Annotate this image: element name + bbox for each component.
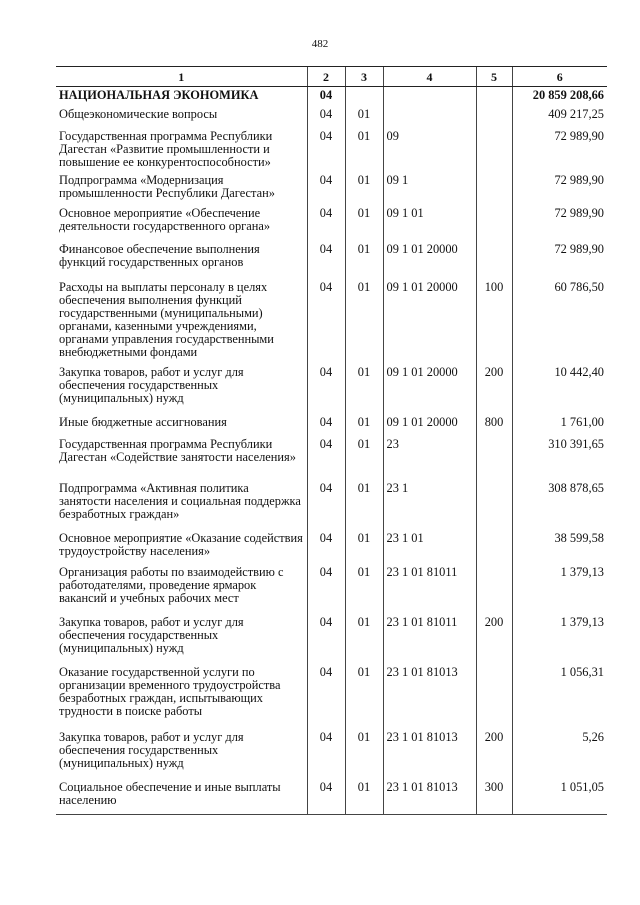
row-expense-type-cell (476, 106, 512, 128)
row-target-item-cell: 09 1 01 20000 (383, 414, 476, 436)
row-name-cell: Иные бюджетные ассигнования (59, 414, 227, 429)
table-row (56, 87, 607, 106)
table-row (56, 436, 607, 480)
row-subsection-cell: 01 (345, 172, 383, 205)
row-amount-cell: 1 056,31 (512, 664, 607, 729)
row-amount-cell: 310 391,65 (512, 436, 607, 480)
table-row (56, 664, 607, 729)
row-target-item-cell: 23 1 01 81011 (383, 564, 476, 614)
row-section-cell: 04 (307, 279, 345, 364)
table-row (56, 205, 607, 241)
column-header-expense-type: 5 (476, 67, 512, 87)
row-expense-type-cell (476, 664, 512, 729)
column-header-section: 2 (307, 67, 345, 87)
row-name-cell: Финансовое обеспечение выполнения функций государственных органов (59, 241, 260, 269)
row-target-item-cell (383, 87, 476, 106)
row-subsection-cell: 01 (345, 205, 383, 241)
row-expense-type-cell (476, 128, 512, 172)
row-subsection-cell: 01 (345, 364, 383, 414)
row-amount-cell: 1 379,13 (512, 564, 607, 614)
table-row (56, 530, 607, 564)
row-name-cell: Основное мероприятие «Обеспечение деятельности государственного органа» (59, 205, 271, 233)
row-section-cell: 04 (307, 241, 345, 279)
row-expense-type-cell: 200 (476, 729, 512, 779)
row-section-cell: 04 (307, 480, 345, 530)
row-target-item-cell: 23 1 (383, 480, 476, 530)
row-expense-type-cell (476, 241, 512, 279)
page-number: 482 (311, 38, 329, 50)
row-subsection-cell: 01 (345, 779, 383, 815)
table-body (56, 87, 607, 815)
table-row (56, 279, 607, 364)
row-expense-type-cell (476, 480, 512, 530)
row-subsection-cell (345, 87, 383, 106)
row-amount-cell: 1 379,13 (512, 614, 607, 664)
row-name-cell: НАЦИОНАЛЬНАЯ ЭКОНОМИКА (59, 88, 259, 102)
row-name-cell: Государственная программа Республики Дагестан «Содействие занятости населения» (59, 436, 296, 464)
row-amount-cell: 72 989,90 (512, 172, 607, 205)
row-expense-type-cell (476, 564, 512, 614)
row-section-cell: 04 (307, 664, 345, 729)
row-subsection-cell: 01 (345, 480, 383, 530)
row-amount-cell: 1 051,05 (512, 779, 607, 815)
row-name-cell: Общеэкономические вопросы (59, 106, 218, 121)
row-name-cell: Закупка товаров, работ и услуг для обеспечения государственных (муниципальных) нужд (59, 614, 244, 655)
row-amount-cell: 72 989,90 (512, 241, 607, 279)
row-target-item-cell: 09 1 01 20000 (383, 364, 476, 414)
row-target-item-cell: 23 1 01 81011 (383, 614, 476, 664)
row-expense-type-cell (476, 172, 512, 205)
table-header-row (56, 67, 607, 87)
row-subsection-cell: 01 (345, 279, 383, 364)
column-header-name: 1 (56, 67, 307, 87)
row-subsection-cell: 01 (345, 614, 383, 664)
row-section-cell: 04 (307, 414, 345, 436)
row-target-item-cell: 09 1 (383, 172, 476, 205)
table-row (56, 241, 607, 279)
row-amount-cell: 1 761,00 (512, 414, 607, 436)
row-expense-type-cell: 800 (476, 414, 512, 436)
row-target-item-cell: 23 1 01 81013 (383, 779, 476, 815)
row-name-cell: Организация работы по взаимодействию с работодателями, проведение ярмарок вакансий и учебных рабочих мест (59, 564, 284, 605)
row-name-cell: Социальное обеспечение и иные выплаты населению (56, 779, 307, 815)
column-header-subsection: 3 (345, 67, 383, 87)
row-amount-cell: 72 989,90 (512, 205, 607, 241)
row-amount-cell: 308 878,65 (512, 480, 607, 530)
row-amount-cell: 20 859 208,66 (512, 87, 607, 106)
row-subsection-cell: 01 (345, 241, 383, 279)
row-section-cell: 04 (307, 87, 345, 106)
table-row (56, 364, 607, 414)
row-target-item-cell: 23 1 01 81013 (383, 729, 476, 779)
table-row (56, 779, 607, 815)
row-expense-type-cell: 300 (476, 779, 512, 815)
row-subsection-cell: 01 (345, 436, 383, 480)
row-target-item-cell (383, 106, 476, 128)
table-row (56, 614, 607, 664)
row-section-cell: 04 (307, 436, 345, 480)
row-expense-type-cell: 200 (476, 364, 512, 414)
row-name-cell: Оказание государственной услуги по организации временного трудоустройства безработных граждан, испытывающих трудности в поиске работы (59, 664, 281, 718)
budget-table (56, 66, 607, 815)
row-section-cell: 04 (307, 729, 345, 779)
row-expense-type-cell: 100 (476, 279, 512, 364)
row-section-cell: 04 (307, 564, 345, 614)
row-subsection-cell: 01 (345, 664, 383, 729)
row-amount-cell: 60 786,50 (512, 279, 607, 364)
row-name-cell: Государственная программа Республики Дагестан «Развитие промышленности и повышение ее конкурентоспособности» (59, 128, 273, 169)
row-subsection-cell: 01 (345, 564, 383, 614)
row-name-cell: Закупка товаров, работ и услуг для обеспечения государственных (муниципальных) нужд (59, 729, 244, 770)
row-section-cell: 04 (307, 172, 345, 205)
table-row (56, 564, 607, 614)
row-amount-cell: 10 442,40 (512, 364, 607, 414)
row-name-cell: Расходы на выплаты персоналу в целях обеспечения выполнения функций государственными (муниципальными) органами, казенными учреждениями, органами управления государственными внебюджетными фондами (59, 279, 274, 359)
table-row (56, 106, 607, 128)
row-target-item-cell: 09 1 01 (383, 205, 476, 241)
table-row (56, 172, 607, 205)
row-name-cell: Подпрограмма «Модернизация промышленности Республики Дагестан» (59, 172, 275, 200)
row-expense-type-cell (476, 530, 512, 564)
row-amount-cell: 409 217,25 (512, 106, 607, 128)
row-target-item-cell: 09 1 01 20000 (383, 241, 476, 279)
column-header-amount: 6 (512, 67, 607, 87)
row-target-item-cell: 23 (383, 436, 476, 480)
row-subsection-cell: 01 (345, 414, 383, 436)
row-section-cell: 04 (307, 614, 345, 664)
row-target-item-cell: 23 1 01 (383, 530, 476, 564)
row-amount-cell: 5,26 (512, 729, 607, 779)
table-row (56, 128, 607, 172)
row-expense-type-cell (476, 205, 512, 241)
table-row (56, 414, 607, 436)
column-header-target-item: 4 (383, 67, 476, 87)
row-target-item-cell: 09 1 01 20000 (383, 279, 476, 364)
table-row (56, 480, 607, 530)
row-section-cell: 04 (307, 530, 345, 564)
row-section-cell: 04 (307, 364, 345, 414)
row-target-item-cell: 09 (383, 128, 476, 172)
row-section-cell: 04 (307, 205, 345, 241)
row-target-item-cell: 23 1 01 81013 (383, 664, 476, 729)
row-name-cell: Подпрограмма «Активная политика занятости населения и социальная поддержка безработных граждан» (59, 480, 301, 521)
row-name-cell: Основное мероприятие «Оказание содействия трудоустройству населения» (59, 530, 303, 558)
row-subsection-cell: 01 (345, 530, 383, 564)
row-section-cell: 04 (307, 106, 345, 128)
row-amount-cell: 38 599,58 (512, 530, 607, 564)
row-expense-type-cell (476, 436, 512, 480)
row-expense-type-cell: 200 (476, 614, 512, 664)
row-subsection-cell: 01 (345, 128, 383, 172)
table-row (56, 729, 607, 779)
row-expense-type-cell (476, 87, 512, 106)
row-section-cell: 04 (307, 128, 345, 172)
row-name-cell: Закупка товаров, работ и услуг для обеспечения государственных (муниципальных) нужд (59, 364, 244, 405)
row-section-cell: 04 (307, 779, 345, 815)
row-subsection-cell: 01 (345, 729, 383, 779)
row-amount-cell: 72 989,90 (512, 128, 607, 172)
row-subsection-cell: 01 (345, 106, 383, 128)
